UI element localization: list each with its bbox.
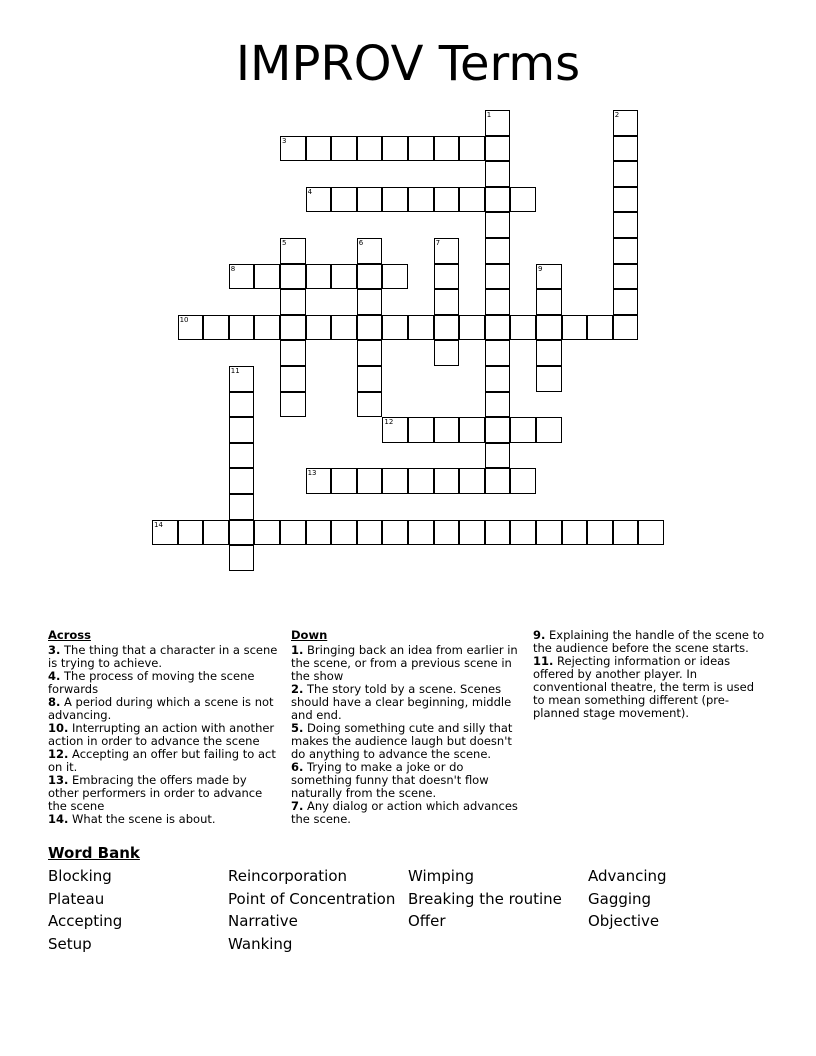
crossword-cell[interactable] [510,468,536,494]
crossword-cell[interactable] [485,136,511,162]
clue-number: 11. [533,654,554,668]
clue-text: What the scene is about. [68,812,216,826]
crossword-cell[interactable] [280,238,306,264]
down-clue [291,644,524,683]
crossword-cell[interactable] [408,417,434,443]
cell-number: 14 [154,520,163,529]
cell-number: 9 [538,264,543,273]
crossword-cell[interactable] [229,417,255,443]
crossword-cell[interactable] [434,238,460,264]
crossword-cell[interactable] [485,392,511,418]
crossword-cell[interactable] [280,136,306,162]
crossword-cell[interactable] [357,315,383,341]
crossword-cell[interactable] [331,187,357,213]
crossword-cell[interactable] [562,315,588,341]
crossword-cell[interactable] [434,289,460,315]
clue-text: The thing that a character in a scene is trying to achieve. [48,643,278,670]
clue-text: Explaining the handle of the scene to the audience before the scene starts. [533,628,765,655]
crossword-cell[interactable] [459,520,485,546]
across-clue [48,748,278,774]
crossword-cell[interactable] [536,520,562,546]
cell-number: 8 [230,264,236,273]
crossword-cell[interactable] [613,315,639,341]
crossword-cell[interactable] [459,315,485,341]
word-bank-item: Wanking [228,934,293,953]
clue-number: 14. [48,812,69,826]
crossword-cell[interactable] [306,136,332,162]
crossword-cell[interactable] [485,238,511,264]
crossword-cell[interactable] [382,468,408,494]
crossword-cell[interactable] [280,264,306,290]
word-bank-item: Accepting [48,912,123,931]
clue-number: 2. [291,682,304,696]
crossword-cell[interactable] [485,468,511,494]
across-clue [48,813,278,826]
word-bank-title: Word Bank [48,844,140,862]
crossword-cell[interactable] [331,315,357,341]
word-bank-item: Offer [408,912,446,931]
crossword-cell[interactable] [229,468,255,494]
down-clue [533,655,768,720]
across-clue [48,696,278,722]
crossword-cell[interactable] [510,417,536,443]
crossword-cell[interactable] [382,187,408,213]
crossword-cell[interactable] [382,520,408,546]
crossword-cell[interactable] [382,315,408,341]
crossword-cell[interactable] [331,264,357,290]
crossword-cell[interactable] [203,520,229,546]
crossword-cell[interactable] [306,315,332,341]
crossword-cell[interactable] [280,520,306,546]
crossword-cell[interactable] [485,264,511,290]
crossword-cell[interactable] [536,289,562,315]
crossword-cell[interactable] [459,468,485,494]
crossword-cell[interactable] [613,264,639,290]
clue-number: 7. [291,799,304,813]
clue-number: 4. [48,669,61,683]
crossword-cell[interactable] [536,417,562,443]
crossword-cell[interactable] [485,289,511,315]
crossword-cell[interactable] [434,264,460,290]
clue-text: Embracing the offers made by other performers in order to advance the scene [48,773,263,813]
crossword-cell[interactable] [408,468,434,494]
crossword-cell[interactable] [229,443,255,469]
word-bank-item: Objective [588,912,660,931]
clue-text: Interrupting an action with another action in order to advance the scene [48,721,275,748]
cell-number: 3 [282,136,287,145]
clue-text: Trying to make a joke or do something funny that doesn't flow naturally from the scene. [291,760,489,800]
crossword-cell[interactable] [280,392,306,418]
crossword-cell[interactable] [613,520,639,546]
crossword-cell[interactable] [306,520,332,546]
word-bank-item: Narrative [228,912,298,931]
clue-number: 3. [48,643,61,657]
cell-number: 2 [614,111,620,119]
crossword-cell[interactable] [638,520,664,546]
clue-text: Doing something cute and silly that makes the audience laugh but doesn't do anything to advance the scene. [291,721,513,761]
crossword-cell[interactable] [434,187,460,213]
crossword-cell[interactable] [229,264,255,290]
cell-number: 13 [307,469,317,478]
crossword-cell[interactable] [357,340,383,366]
word-bank-item: Plateau [48,889,105,908]
crossword-cell[interactable] [178,520,204,546]
crossword-cell[interactable] [357,264,383,290]
across-clues-column [48,629,278,826]
crossword-cell[interactable] [562,520,588,546]
down-clues-continued-column [533,629,768,720]
crossword-cell[interactable] [152,520,178,546]
across-heading: Across [48,628,91,642]
cell-number: 12 [384,418,394,427]
crossword-cell[interactable] [306,187,332,213]
word-bank-item: Gagging [588,889,652,908]
crossword-cell[interactable] [459,187,485,213]
clue-number: 12. [48,747,69,761]
across-clue [48,774,278,813]
clue-text: Any dialog or action which advances the scene. [291,799,518,826]
crossword-cell[interactable] [434,417,460,443]
clue-text: Rejecting information or ideas offered by another player. In conventional theatre, the term is used to mean something different (pre-planned stage movement). [533,654,755,720]
crossword-cell[interactable] [613,212,639,238]
down-clue [291,683,524,722]
clue-text: Accepting an offer but failing to act on it. [48,747,276,774]
crossword-cell[interactable] [613,136,639,162]
crossword-cell[interactable] [613,289,639,315]
clue-number: 5. [291,721,304,735]
cell-number: 11 [230,367,240,375]
down-heading: Down [291,628,328,642]
crossword-cell[interactable] [485,340,511,366]
clue-number: 13. [48,773,69,787]
crossword-cell[interactable] [306,264,332,290]
crossword-cell[interactable] [536,366,562,392]
crossword-cell[interactable] [459,136,485,162]
crossword-cell[interactable] [536,315,562,341]
down-clue [291,722,524,761]
crossword-cell[interactable] [357,289,383,315]
crossword-cell[interactable] [434,520,460,546]
clue-text: Bringing back an idea from earlier in the scene, or from a previous scene in the show [291,643,518,683]
crossword-cell[interactable] [229,366,255,392]
crossword-cell[interactable] [613,238,639,264]
crossword-cell[interactable] [357,392,383,418]
crossword-cell[interactable] [331,468,357,494]
crossword-cell[interactable] [485,187,511,213]
crossword-cell[interactable] [485,110,511,136]
crossword-cell[interactable] [382,264,408,290]
crossword-cell[interactable] [485,315,511,341]
crossword-cell[interactable] [280,340,306,366]
cell-number: 6 [358,239,364,247]
clue-number: 1. [291,643,304,657]
crossword-cell[interactable] [434,136,460,162]
crossword-cell[interactable] [613,187,639,213]
cell-number: 10 [179,315,189,324]
crossword-cell[interactable] [357,520,383,546]
crossword-cell[interactable] [357,238,383,264]
crossword-cell[interactable] [485,161,511,187]
crossword-cell[interactable] [434,340,460,366]
word-bank-item: Wimping [408,867,474,885]
crossword-cell[interactable] [408,520,434,546]
across-clue [48,670,278,696]
clue-number: 6. [291,760,304,774]
across-clue [48,644,278,670]
crossword-cell[interactable] [485,212,511,238]
crossword-cell[interactable] [254,315,280,341]
crossword-cell[interactable] [434,315,460,341]
word-bank-item: Advancing [588,867,667,885]
crossword-cell[interactable] [485,520,511,546]
crossword-cell[interactable] [229,392,255,418]
crossword-cell[interactable] [382,136,408,162]
crossword-cell[interactable] [459,417,485,443]
crossword-cell[interactable] [229,520,255,546]
clue-text: The story told by a scene. Scenes should have a clear beginning, middle and end. [291,682,512,722]
crossword-cell[interactable] [536,264,562,290]
crossword-cell[interactable] [587,315,613,341]
clue-number: 8. [48,695,61,709]
crossword-cell[interactable] [408,187,434,213]
crossword-cell[interactable] [280,366,306,392]
cell-number: 4 [307,187,313,196]
crossword-cell[interactable] [331,520,357,546]
crossword-cell[interactable] [587,520,613,546]
word-bank-item: Blocking [48,867,112,885]
crossword-cell[interactable] [203,315,229,341]
crossword-cell[interactable] [382,417,408,443]
crossword-cell[interactable] [408,315,434,341]
crossword-cell[interactable] [357,187,383,213]
crossword-cell[interactable] [485,417,511,443]
crossword-cell[interactable] [178,315,204,341]
crossword-cell[interactable] [254,520,280,546]
crossword-cell[interactable] [357,366,383,392]
crossword-cell[interactable] [357,136,383,162]
crossword-cell[interactable] [280,289,306,315]
crossword-cell[interactable] [485,443,511,469]
down-clue-list [291,644,524,826]
clue-text: The process of moving the scene forwards [48,669,255,696]
down-clue-list-continued [533,629,768,720]
page-title: IMPROV Terms [235,36,581,92]
word-bank-item: Point of Concentration [228,889,396,908]
crossword-cell[interactable] [536,340,562,366]
down-clue [291,761,524,800]
crossword-cell[interactable] [280,315,306,341]
word-bank-item: Reincorporation [228,867,348,885]
crossword-cell[interactable] [613,110,639,136]
crossword-cell[interactable] [510,187,536,213]
crossword-cell[interactable] [229,545,255,571]
crossword-cell[interactable] [613,161,639,187]
crossword-cell[interactable] [229,494,255,520]
crossword-cell[interactable] [357,468,383,494]
cell-number: 1 [486,111,492,119]
crossword-cell[interactable] [229,315,255,341]
crossword-cell[interactable] [510,315,536,341]
crossword-cell[interactable] [510,520,536,546]
crossword-cell[interactable] [331,136,357,162]
down-clue [291,800,524,826]
crossword-cell[interactable] [434,468,460,494]
cell-number: 5 [282,239,287,247]
clue-number: 10. [48,721,69,735]
clue-number: 9. [533,628,546,642]
cell-number: 7 [435,239,441,247]
across-clue [48,722,278,748]
across-clue-list [48,644,278,826]
word-bank-item: Breaking the routine [408,889,562,908]
down-clue [533,629,768,655]
crossword-cell[interactable] [485,366,511,392]
crossword-cell[interactable] [408,136,434,162]
crossword-cell[interactable] [254,264,280,290]
down-clues-column [291,629,524,826]
clue-text: A period during which a scene is not advancing. [48,695,274,722]
crossword-cell[interactable] [306,468,332,494]
word-bank-item: Setup [48,934,92,953]
